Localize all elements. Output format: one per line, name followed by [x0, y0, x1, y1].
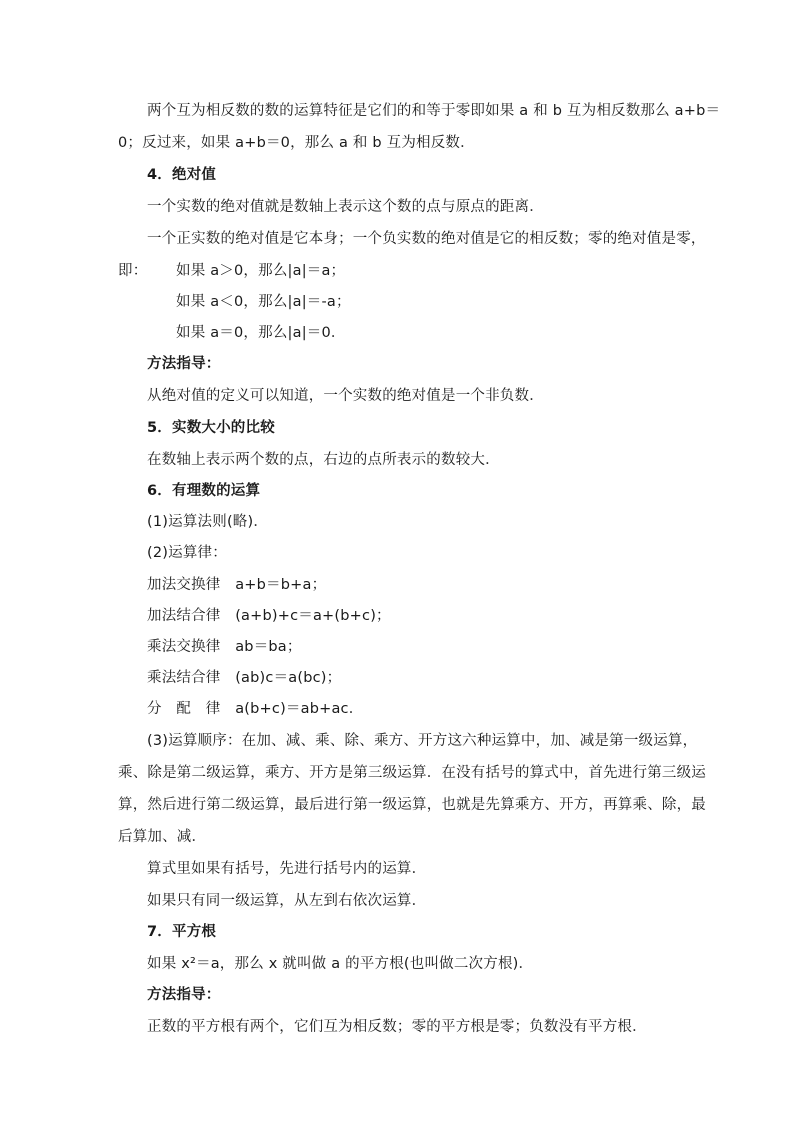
paragraph-bracket-rule: 算式里如果有括号，先进行括号内的运算．	[147, 861, 427, 877]
rule-operation-law: (1)运算法则(略)．	[147, 514, 269, 530]
paragraph-operation-order-line3: 算，然后进行第二级运算，最后进行第一级运算，也就是先算乘方、开方，再算乘、除，最	[118, 797, 706, 813]
paragraph-absolute-value-prefix: 即：	[118, 263, 148, 279]
rule-operation-properties: (2)运算律：	[147, 545, 227, 561]
method-guide-title-1: 方法指导：	[147, 356, 221, 372]
method-guide-text-2: 正数的平方根有两个，它们互为相反数；零的平方根是零；负数没有平方根．	[147, 1019, 647, 1035]
paragraph-opposite-numbers-line1: 两个互为相反数的数的运算特征是它们的和等于零即如果 a 和 b 互为相反数那么 a+b＝	[147, 103, 721, 119]
heading-rational-operations: 6．有理数的运算	[147, 483, 261, 499]
law-addition-associative: 加法结合律 (a+b)+c＝a+(b+c)；	[147, 608, 391, 624]
method-guide-title-2: 方法指导：	[147, 987, 221, 1003]
paragraph-square-root-definition: 如果 x²＝a，那么 x 就叫做 a 的平方根(也叫做二次方根)．	[147, 956, 534, 972]
law-addition-commutative: 加法交换律 a+b＝b+a；	[147, 577, 327, 593]
paragraph-operation-order-line4: 后算加、减．	[118, 829, 207, 845]
heading-square-root: 7．平方根	[147, 924, 217, 940]
law-multiplication-commutative: 乘法交换律 ab＝ba；	[147, 639, 302, 655]
heading-real-number-comparison: 5．实数大小的比较	[147, 420, 275, 436]
paragraph-absolute-value-rules: 一个正实数的绝对值是它本身；一个负实数的绝对值是它的相反数；零的绝对值是零，	[147, 231, 706, 247]
paragraph-real-number-comparison: 在数轴上表示两个数的点，右边的点所表示的数较大．	[147, 452, 500, 468]
absolute-value-case-negative: 如果 a＜0，那么|a|＝-a；	[176, 294, 351, 310]
paragraph-operation-order-line2: 乘、除是第二级运算，乘方、开方是第三级运算．在没有括号的算式中，首先进行第三级运	[118, 765, 706, 781]
paragraph-same-level-rule: 如果只有同一级运算，从左到右依次运算．	[147, 893, 427, 909]
law-multiplication-associative: 乘法结合律 (ab)c＝a(bc)；	[147, 670, 342, 686]
paragraph-opposite-numbers-line2: 0；反过来，如果 a+b＝0，那么 a 和 b 互为相反数．	[118, 135, 475, 151]
absolute-value-case-positive: 如果 a＞0，那么|a|＝a；	[176, 263, 346, 279]
absolute-value-case-zero: 如果 a＝0，那么|a|＝0．	[176, 325, 346, 341]
paragraph-operation-order-line1: (3)运算顺序：在加、减、乘、除、乘方、开方这六种运算中，加、减是第一级运算，	[147, 733, 698, 749]
method-guide-text-1: 从绝对值的定义可以知道，一个实数的绝对值是一个非负数．	[147, 388, 544, 404]
law-distributive: 分 配 律 a(b+c)＝ab+ac．	[147, 701, 364, 717]
paragraph-absolute-value-definition: 一个实数的绝对值就是数轴上表示这个数的点与原点的距离．	[147, 199, 544, 215]
heading-absolute-value: 4．绝对值	[147, 167, 217, 183]
